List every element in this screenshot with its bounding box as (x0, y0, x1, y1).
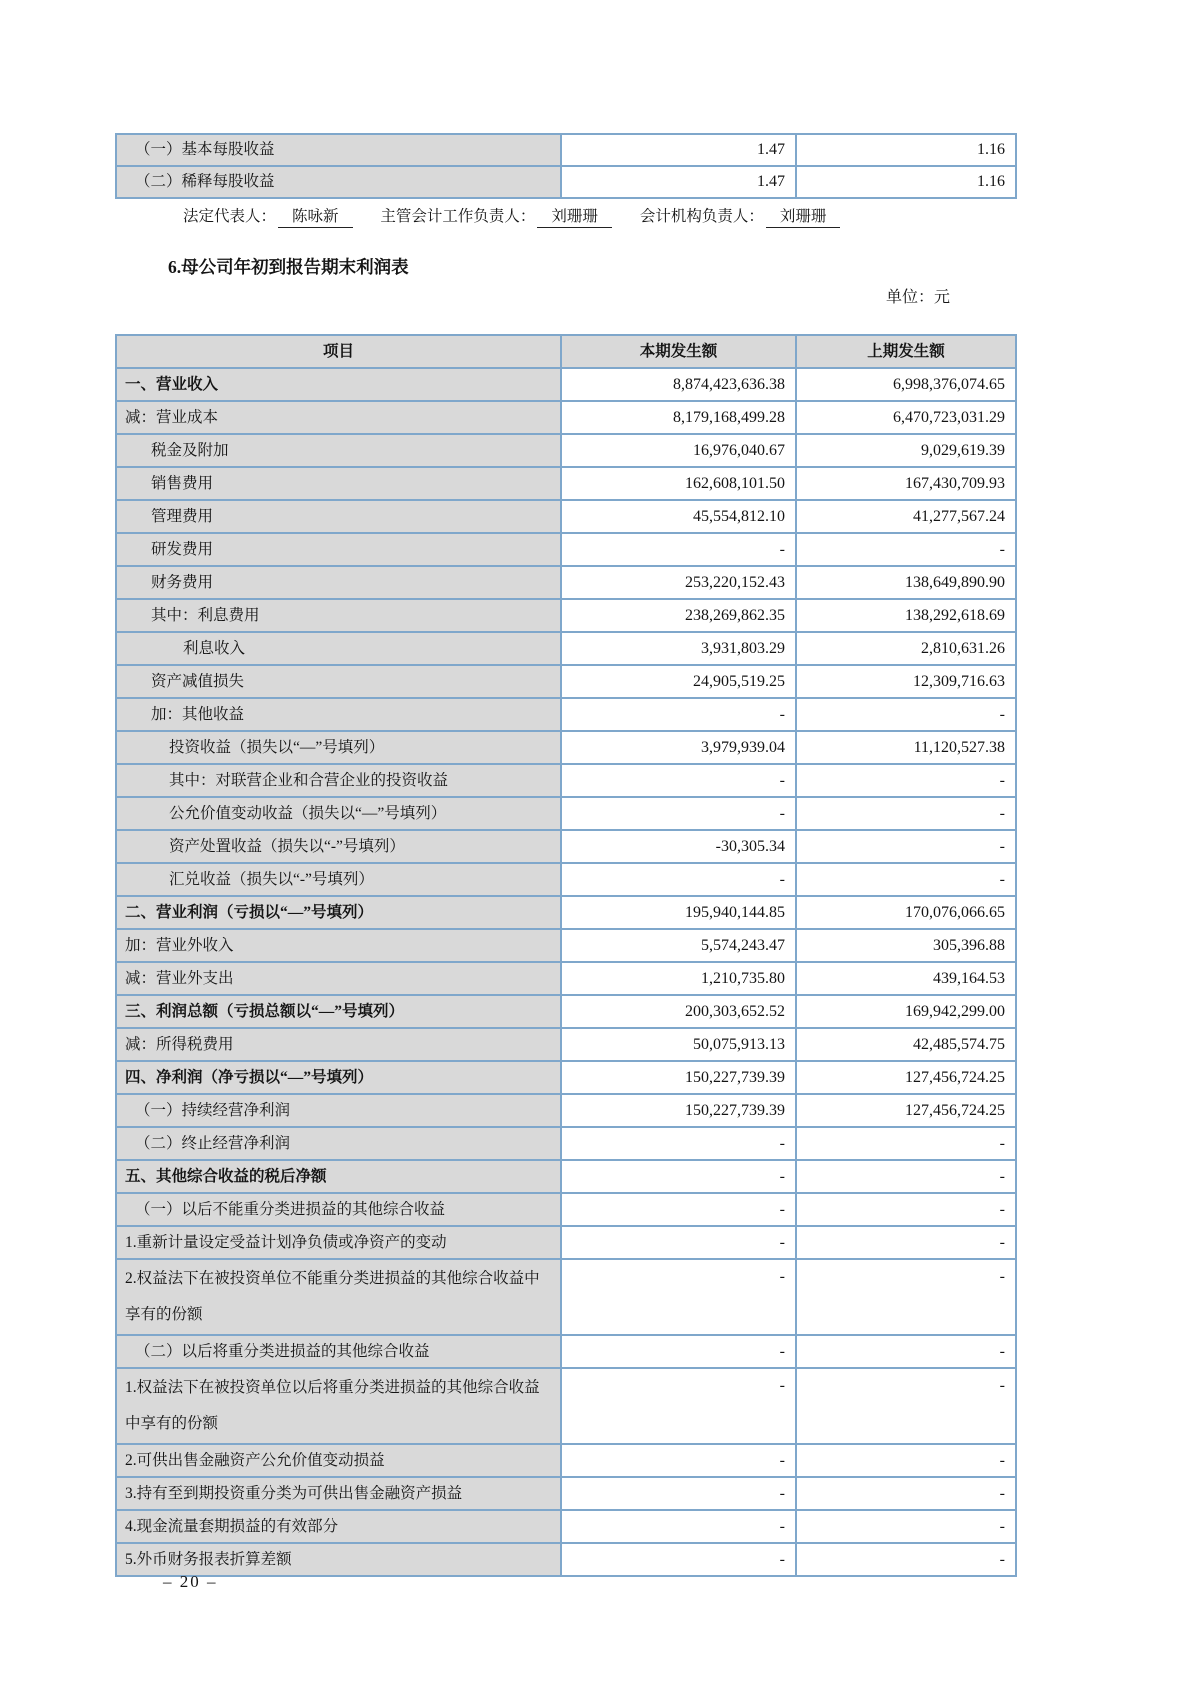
prior-period-amount: 138,649,890.90 (797, 567, 1017, 600)
table-row (117, 897, 1017, 930)
page-number: – 20 – (163, 1572, 218, 1591)
item-label: 研发费用 (117, 534, 562, 567)
item-label: 1.重新计量设定受益计划净负债或净资产的变动 (117, 1227, 562, 1260)
current-period-amount: - (562, 765, 797, 798)
item-label: （一）基本每股收益 (117, 135, 562, 167)
prior-period-amount: 305,396.88 (797, 930, 1017, 963)
prior-period-amount: - (797, 699, 1017, 732)
prior-period-amount: - (797, 1260, 1017, 1336)
prior-period-amount: 9,029,619.39 (797, 435, 1017, 468)
item-label: 财务费用 (117, 567, 562, 600)
item-label: 管理费用 (117, 501, 562, 534)
current-period-amount: 5,574,243.47 (562, 930, 797, 963)
item-label: 五、其他综合收益的税后净额 (117, 1161, 562, 1194)
current-period-amount: 1,210,735.80 (562, 963, 797, 996)
current-period-amount: 150,227,739.39 (562, 1095, 797, 1128)
item-label: （二）终止经营净利润 (117, 1128, 562, 1161)
item-label: 加：其他收益 (117, 699, 562, 732)
table-row (117, 996, 1017, 1029)
current-period-amount: 45,554,812.10 (562, 501, 797, 534)
prior-period-amount: - (797, 1161, 1017, 1194)
table-row (117, 1062, 1017, 1095)
header-prior-period: 上期发生额 (797, 336, 1017, 369)
current-period-amount: 16,976,040.67 (562, 435, 797, 468)
current-period-amount: 253,220,152.43 (562, 567, 797, 600)
chief-accountant-label: 主管会计工作负责人： (380, 208, 536, 225)
signature-line (183, 204, 842, 228)
current-period-amount: 50,075,913.13 (562, 1029, 797, 1062)
current-period-amount: - (562, 699, 797, 732)
item-label: 减：营业外支出 (117, 963, 562, 996)
table-row (117, 1260, 1017, 1336)
item-label: 2.权益法下在被投资单位不能重分类进损益的其他综合收益中享有的份额 (117, 1260, 562, 1336)
header-item: 项目 (117, 336, 562, 369)
prior-period-amount: - (797, 534, 1017, 567)
table-row (117, 732, 1017, 765)
prior-period-amount: - (797, 831, 1017, 864)
prior-period-amount: - (797, 864, 1017, 897)
current-period-amount: - (562, 1478, 797, 1511)
item-label: （二）以后将重分类进损益的其他综合收益 (117, 1336, 562, 1369)
current-period-amount: - (562, 1227, 797, 1260)
current-period-amount: - (562, 1260, 797, 1336)
table-row (117, 1478, 1017, 1511)
table-row (117, 135, 1017, 167)
current-period-amount: - (562, 798, 797, 831)
table-row (117, 369, 1017, 402)
item-label: 二、营业利润（亏损以“—”号填列） (117, 897, 562, 930)
item-label: 一、营业收入 (117, 369, 562, 402)
current-period-amount: - (562, 1544, 797, 1577)
table-row (117, 1544, 1017, 1577)
current-period-amount: 1.47 (562, 167, 797, 199)
current-period-amount: - (562, 864, 797, 897)
current-period-amount: 150,227,739.39 (562, 1062, 797, 1095)
prior-period-amount: 41,277,567.24 (797, 501, 1017, 534)
current-period-amount: - (562, 1128, 797, 1161)
current-period-amount: 200,303,652.52 (562, 996, 797, 1029)
prior-period-amount: - (797, 1369, 1017, 1445)
item-label: 加：营业外收入 (117, 930, 562, 963)
item-label: 1.权益法下在被投资单位以后将重分类进损益的其他综合收益中享有的份额 (117, 1369, 562, 1445)
legal-rep-name: 陈咏新 (278, 204, 353, 228)
prior-period-amount: 6,470,723,031.29 (797, 402, 1017, 435)
table-row (117, 1161, 1017, 1194)
prior-period-amount: 42,485,574.75 (797, 1029, 1017, 1062)
item-label: 税金及附加 (117, 435, 562, 468)
item-label: 公允价值变动收益（损失以“—”号填列） (117, 798, 562, 831)
current-period-amount: 3,931,803.29 (562, 633, 797, 666)
current-period-amount: - (562, 1445, 797, 1478)
current-period-amount: 238,269,862.35 (562, 600, 797, 633)
item-label: 汇兑收益（损失以“-”号填列） (117, 864, 562, 897)
section-title: 6.母公司年初到报告期末利润表 (168, 257, 409, 277)
prior-period-amount: - (797, 1478, 1017, 1511)
table-row (117, 1336, 1017, 1369)
table-row (117, 501, 1017, 534)
legal-rep-label: 法定代表人： (183, 208, 277, 225)
table-row (117, 963, 1017, 996)
item-label: （一）以后不能重分类进损益的其他综合收益 (117, 1194, 562, 1227)
current-period-amount: - (562, 1161, 797, 1194)
prior-period-amount: - (797, 765, 1017, 798)
item-label: 4.现金流量套期损益的有效部分 (117, 1511, 562, 1544)
current-period-amount: 8,179,168,499.28 (562, 402, 797, 435)
current-period-amount: - (562, 1369, 797, 1445)
prior-period-amount: - (797, 1544, 1017, 1577)
table-row (117, 666, 1017, 699)
prior-period-amount: 1.16 (797, 135, 1017, 167)
eps-table (115, 133, 1017, 199)
table-row (117, 1128, 1017, 1161)
prior-period-amount: 439,164.53 (797, 963, 1017, 996)
item-label: （一）持续经营净利润 (117, 1095, 562, 1128)
prior-period-amount: 2,810,631.26 (797, 633, 1017, 666)
item-label: 其中：对联营企业和合营企业的投资收益 (117, 765, 562, 798)
item-label: 3.持有至到期投资重分类为可供出售金融资产损益 (117, 1478, 562, 1511)
prior-period-amount: 167,430,709.93 (797, 468, 1017, 501)
table-header-row (117, 336, 1017, 369)
current-period-amount: 1.47 (562, 135, 797, 167)
prior-period-amount: 127,456,724.25 (797, 1095, 1017, 1128)
table-row (117, 1227, 1017, 1260)
item-label: 投资收益（损失以“—”号填列） (117, 732, 562, 765)
table-row (117, 435, 1017, 468)
item-label: 减：所得税费用 (117, 1029, 562, 1062)
item-label: 三、利润总额（亏损总额以“—”号填列） (117, 996, 562, 1029)
current-period-amount: - (562, 1511, 797, 1544)
prior-period-amount: 170,076,066.65 (797, 897, 1017, 930)
unit-label: 单位：元 (885, 289, 950, 306)
chief-accountant-name: 刘珊珊 (537, 204, 612, 228)
item-label: 资产处置收益（损失以“-”号填列） (117, 831, 562, 864)
table-row (117, 1194, 1017, 1227)
table-row (117, 167, 1017, 199)
income-statement-table (115, 334, 1017, 1577)
prior-period-amount: 127,456,724.25 (797, 1062, 1017, 1095)
table-row (117, 567, 1017, 600)
item-label: 减：营业成本 (117, 402, 562, 435)
current-period-amount: -30,305.34 (562, 831, 797, 864)
prior-period-amount: 1.16 (797, 167, 1017, 199)
prior-period-amount: - (797, 1511, 1017, 1544)
current-period-amount: - (562, 1336, 797, 1369)
table-row (117, 468, 1017, 501)
table-row (117, 534, 1017, 567)
prior-period-amount: - (797, 1227, 1017, 1260)
prior-period-amount: - (797, 1194, 1017, 1227)
item-label: 资产减值损失 (117, 666, 562, 699)
table-row (117, 798, 1017, 831)
header-current-period: 本期发生额 (562, 336, 797, 369)
accounting-office-label: 会计机构负责人： (639, 208, 764, 225)
current-period-amount: 24,905,519.25 (562, 666, 797, 699)
table-row (117, 1029, 1017, 1062)
prior-period-amount: 6,998,376,074.65 (797, 369, 1017, 402)
item-label: （二）稀释每股收益 (117, 167, 562, 199)
item-label: 5.外币财务报表折算差额 (117, 1544, 562, 1577)
current-period-amount: 8,874,423,636.38 (562, 369, 797, 402)
table-row (117, 765, 1017, 798)
current-period-amount: 3,979,939.04 (562, 732, 797, 765)
prior-period-amount: - (797, 1336, 1017, 1369)
current-period-amount: - (562, 1194, 797, 1227)
current-period-amount: 195,940,144.85 (562, 897, 797, 930)
prior-period-amount: 138,292,618.69 (797, 600, 1017, 633)
accounting-office-name: 刘珊珊 (766, 204, 841, 228)
item-label: 利息收入 (117, 633, 562, 666)
table-row (117, 633, 1017, 666)
prior-period-amount: - (797, 798, 1017, 831)
table-row (117, 1511, 1017, 1544)
prior-period-amount: 169,942,299.00 (797, 996, 1017, 1029)
table-row (117, 402, 1017, 435)
item-label: 四、净利润（净亏损以“—”号填列） (117, 1062, 562, 1095)
prior-period-amount: 11,120,527.38 (797, 732, 1017, 765)
table-row (117, 600, 1017, 633)
table-row (117, 699, 1017, 732)
item-label: 其中：利息费用 (117, 600, 562, 633)
table-row (117, 864, 1017, 897)
table-row (117, 831, 1017, 864)
current-period-amount: - (562, 534, 797, 567)
item-label: 销售费用 (117, 468, 562, 501)
item-label: 2.可供出售金融资产公允价值变动损益 (117, 1445, 562, 1478)
table-row (117, 1445, 1017, 1478)
current-period-amount: 162,608,101.50 (562, 468, 797, 501)
prior-period-amount: - (797, 1445, 1017, 1478)
table-row (117, 930, 1017, 963)
prior-period-amount: - (797, 1128, 1017, 1161)
table-row (117, 1095, 1017, 1128)
table-row (117, 1369, 1017, 1445)
prior-period-amount: 12,309,716.63 (797, 666, 1017, 699)
